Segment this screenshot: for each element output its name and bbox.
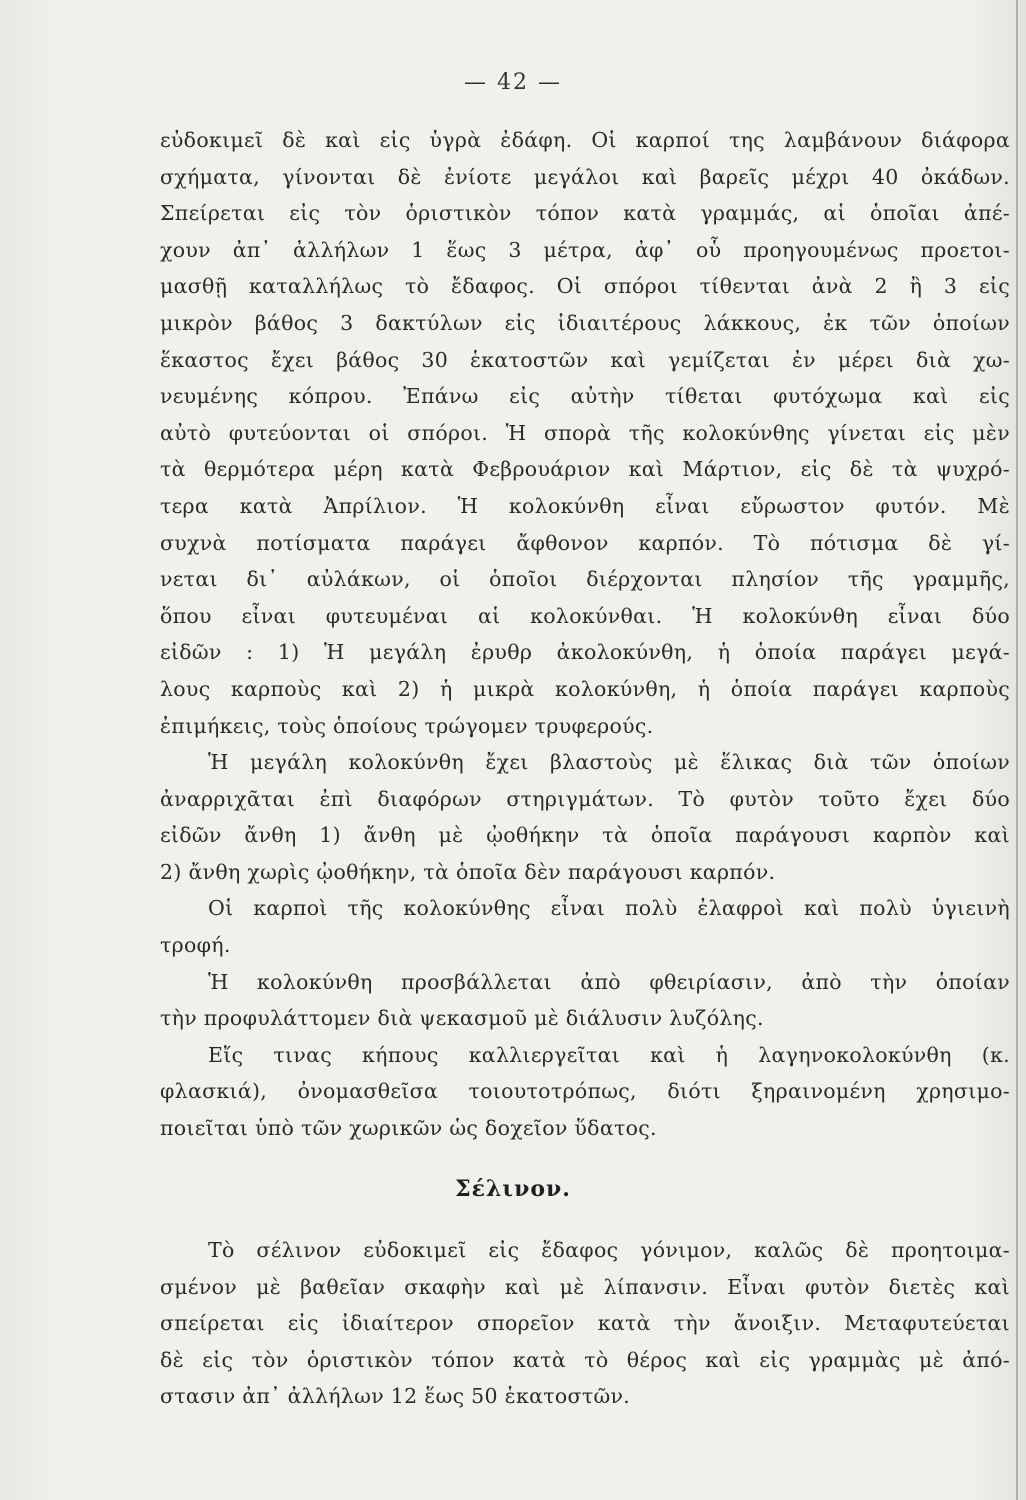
text-line: φλασκιά), ὀνομασθεῖσα τοιουτοτρόπως, διότι ξηραινομένη χρησιμο- [160, 1079, 1010, 1104]
text-line: στασιν ἀπ᾽ ἀλλήλων 12 ἕως 50 ἑκατοστῶν. [160, 1384, 631, 1409]
text-line: ποιεῖται ὑπὸ τῶν χωρικῶν ὡς δοχεῖον ὕδατος. [160, 1116, 657, 1141]
text-line: σπείρεται εἰς ἰδιαίτερον σπορεῖον κατὰ τὴν ἄνοιξιν. Μεταφυτεύεται [160, 1311, 1010, 1336]
text-line: τροφή. [160, 933, 231, 958]
text-line: 2) ἄνθη χωρὶς ᾠοθήκην, τὰ ὁποῖα δὲν παράγουσι καρπόν. [160, 859, 776, 884]
main-text [160, 122, 1010, 1147]
page-number: — 42 — [464, 70, 562, 95]
text-line: νεται δι᾽ αὐλάκων, οἱ ὁποῖοι διέρχονται πλησίον τῆς γραμμῆς, [160, 567, 1010, 592]
text-line: Εἴς τινας κήπους καλλιεργεῖται καὶ ἡ λαγηνοκολοκύνθη (κ. [208, 1042, 1010, 1067]
text-line: νευμένης κόπρου. Ἐπάνω εἰς αὐτὴν τίθεται φυτόχωμα καὶ εἰς [160, 384, 1010, 409]
text-line: ἕκαστος ἔχει βάθος 30 ἑκατοστῶν καὶ γεμίζεται ἐν μέρει διὰ χω- [160, 347, 1010, 372]
section-heading: Σέλινον. [455, 1176, 571, 1202]
page-edge [1016, 0, 1018, 1500]
selinon-text [160, 1232, 1010, 1415]
text-line: μασθῇ καταλλήλως τὸ ἔδαφος. Οἱ σπόροι τίθενται ἀνὰ 2 ἢ 3 εἰς [160, 274, 1010, 299]
text-line: εἰδῶν : 1) Ἡ μεγάλη ἐρυθρ ἀκολοκύνθη, ἡ ὁποία παράγει μεγά- [160, 640, 1010, 665]
text-line: ὅπου εἶναι φυτευμέναι αἱ κολοκύνθαι. Ἡ κολοκύνθη εἶναι δύο [160, 603, 1010, 628]
text-line: Τὸ σέλινον εὐδοκιμεῖ εἰς ἔδαφος γόνιμον, καλῶς δὲ προητοιμα- [208, 1238, 1010, 1262]
text-line: τὰ θερμότερα μέρη κατὰ Φεβρουάριον καὶ Μάρτιον, εἰς δὲ τὰ ψυχρό- [160, 457, 1010, 482]
text-line: τὴν προφυλάττομεν διὰ ψεκασμοῦ μὲ διάλυσιν λυζόλης. [160, 1006, 764, 1031]
text-line: μικρὸν βάθος 3 δακτύλων εἰς ἰδιαιτέρους λάκκους, ἐκ τῶν ὁποίων [160, 310, 1010, 335]
text-line: σμένον μὲ βαθεῖαν σκαφὴν καὶ μὲ λίπανσιν. Εἶναι φυτὸν διετὲς καὶ [160, 1274, 1010, 1299]
text-line: Οἱ καρποὶ τῆς κολοκύνθης εἶναι πολὺ ἐλαφροὶ καὶ πολὺ ὑγιεινὴ [208, 896, 1010, 921]
text-line: Ἡ κολοκύνθη προσβάλλεται ἀπὸ φθειρίασιν, ἀπὸ τὴν ὁποίαν [208, 969, 1010, 994]
text-line: χουν ἀπ᾽ ἀλλήλων 1 ἕως 3 μέτρα, ἀφ᾽ οὗ προηγουμένως προετοι- [160, 237, 1010, 262]
text-line: τερα κατὰ Ἀπρίλιον. Ἡ κολοκύνθη εἶναι εὔρωστον φυτόν. Μὲ [160, 493, 1010, 518]
text-line: ἀναρριχᾶται ἐπὶ διαφόρων στηριγμάτων. Τὸ φυτὸν τοῦτο ἔχει δύο [160, 786, 1010, 811]
text-line: δὲ εἰς τὸν ὁριστικὸν τόπον κατὰ τὸ θέρος καὶ εἰς γραμμὰς μὲ ἀπό- [160, 1347, 1010, 1372]
text-line: Ἡ μεγάλη κολοκύνθη ἔχει βλαστοὺς μὲ ἕλικας διὰ τῶν ὁποίων [208, 750, 1010, 775]
text-line: λους καρποὺς καὶ 2) ἡ μικρὰ κολοκύνθη, ἡ ὁποία παράγει καρποὺς [160, 676, 1010, 701]
text-line: σχήματα, γίνονται δὲ ἐνίοτε μεγάλοι καὶ βαρεῖς μέχρι 40 ὀκάδων. [160, 164, 1010, 189]
text-line: εἰδῶν ἄνθη 1) ἄνθη μὲ ᾠοθήκην τὰ ὁποῖα παράγουσι καρπὸν καὶ [160, 823, 1010, 848]
text-line: συχνὰ ποτίσματα παράγει ἄφθονον καρπόν. Τὸ πότισμα δὲ γί- [160, 530, 1010, 555]
text-line: Σπείρεται εἰς τὸν ὁριστικὸν τόπον κατὰ γραμμάς, αἱ ὁποῖαι ἀπέ- [160, 201, 1010, 226]
text-line: αὐτὸ φυτεύονται οἱ σπόροι. Ἡ σπορὰ τῆς κολοκύνθης γίνεται εἰς μὲν [160, 420, 1010, 445]
text-line: εὐδοκιμεῖ δὲ καὶ εἰς ὑγρὰ ἐδάφη. Οἱ καρποί της λαμβάνουν διάφορα [160, 128, 1010, 152]
text-line: ἐπιμήκεις, τοὺς ὁποίους τρώγομεν τρυφερούς. [160, 713, 654, 738]
